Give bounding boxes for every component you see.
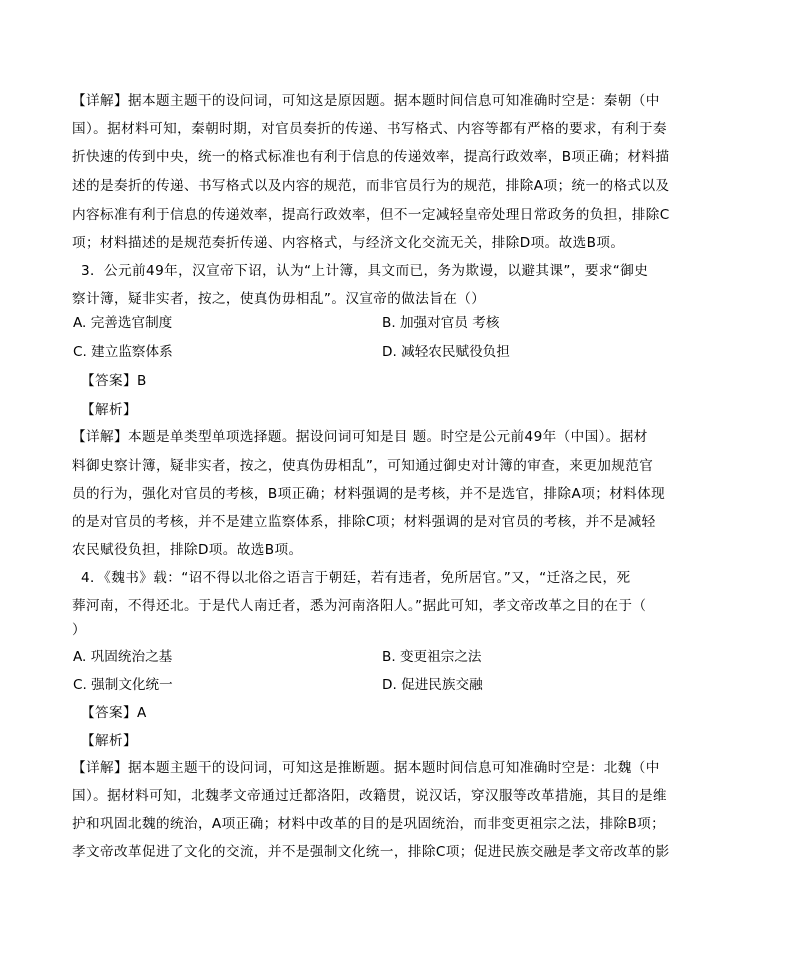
q4-stem-line-3: ） [72,622,86,638]
q2-detail-line-6: 项；材料描述的是规范奏折传递、内容格式，与经济文化交流无关，排除D项。故选B项。 [72,235,625,251]
q2-detail-line-4: 述的是奏折的传递、书写格式以及内容的规范，而非官员行为的规范，排除A项；统一的格式以及 [72,178,670,194]
q3-option-b: B. 加强对官员 考核 [382,315,500,331]
q4-option-b: B. 变更祖宗之法 [382,649,482,665]
q3-detail-line-4: 的是对官员的考核，并不是建立监察体系，排除C项；材料强调的是对官员的考核，并不是减轻 [72,514,656,530]
q3-stem-line-2: 察计簿，疑非实者，按之，使真伪毋相乱”。汉宣帝的做法旨在（） [72,291,486,307]
q3-detail-line-5: 农民赋役负担，排除D项。故选B项。 [72,542,303,558]
q4-stem-line-1: 4．《魏书》载：“诏不得以北俗之语言于朝廷，若有违者，免所居官。”又，“迁洛之民，死 [81,570,631,586]
q3-stem-line-1: 3．公元前49年，汉宣帝下诏，认为“上计簿，具文而已，务为欺谩，以避其课”，要求“御史 [81,263,649,279]
q3-option-a: A. 完善选官制度 [73,315,173,331]
q3-option-c: C. 建立监察体系 [73,344,173,360]
q4-detail-line-1: 【详解】据本题主题干的设问词，可知这是推断题。据本题时间信息可知准确时空是：北魏（中 [72,760,660,776]
q3-analysis-heading: 【解析】 [81,402,137,418]
q4-analysis-heading: 【解析】 [81,733,137,749]
q2-detail-line-3: 折快速的传到中央，统一的格式标准也有利于信息的传递效率，提高行政效率，B项正确；材料描 [72,149,670,165]
q4-option-a: A. 巩固统治之基 [73,649,173,665]
q4-option-c: C. 强制文化统一 [73,677,173,693]
q3-detail-line-2: 料御史察计簿，疑非实者，按之，使真伪毋相乱”，可知通过御史对计簿的审查，来更加规范官 [72,458,654,474]
q3-detail-line-3: 员的行为，强化对官员的考核，B项正确；材料强调的是考核，并不是选官，排除A项；材料体现 [72,486,666,502]
q4-detail-line-4: 孝文帝改革促进了文化的交流，并不是强制文化统一，排除C项；促进民族交融是孝文帝改革的影 [72,844,670,860]
q3-option-d: D. 减轻农民赋役负担 [382,344,510,360]
q4-detail-line-3: 护和巩固北魏的统治，A项正确；材料中改革的目的是巩固统治，而非变更祖宗之法，排除B项； [72,816,666,832]
q2-detail-line-1: 【详解】据本题主题干的设问词，可知这是原因题。据本题时间信息可知准确时空是：秦朝（中 [72,93,660,109]
q2-detail-line-5: 内容标准有利于信息的传递效率，提高行政效率，但不一定减轻皇帝处理日常政务的负担，排除C [72,207,670,223]
q4-detail-line-2: 国）。据材料可知，北魏孝文帝通过迁都洛阳，改籍贯，说汉话，穿汉服等改革措施，其目的是维 [72,788,667,804]
q4-stem-line-2: 葬河南，不得还北。于是代人南迁者，悉为河南洛阳人。”据此可知，孝文帝改革之目的在于（ [72,598,647,614]
q4-option-d: D. 促进民族交融 [382,677,483,693]
q2-detail-line-2: 国）。据材料可知，秦朝时期，对官员奏折的传递、书写格式、内容等都有严格的要求，有利于奏 [72,121,667,137]
q3-answer: 【答案】B [81,373,147,389]
q4-answer: 【答案】A [81,705,147,721]
q3-detail-line-1: 【详解】本题是单类型单项选择题。据设问词可知是目 题。时空是公元前49年（中国）。据材 [72,429,648,445]
